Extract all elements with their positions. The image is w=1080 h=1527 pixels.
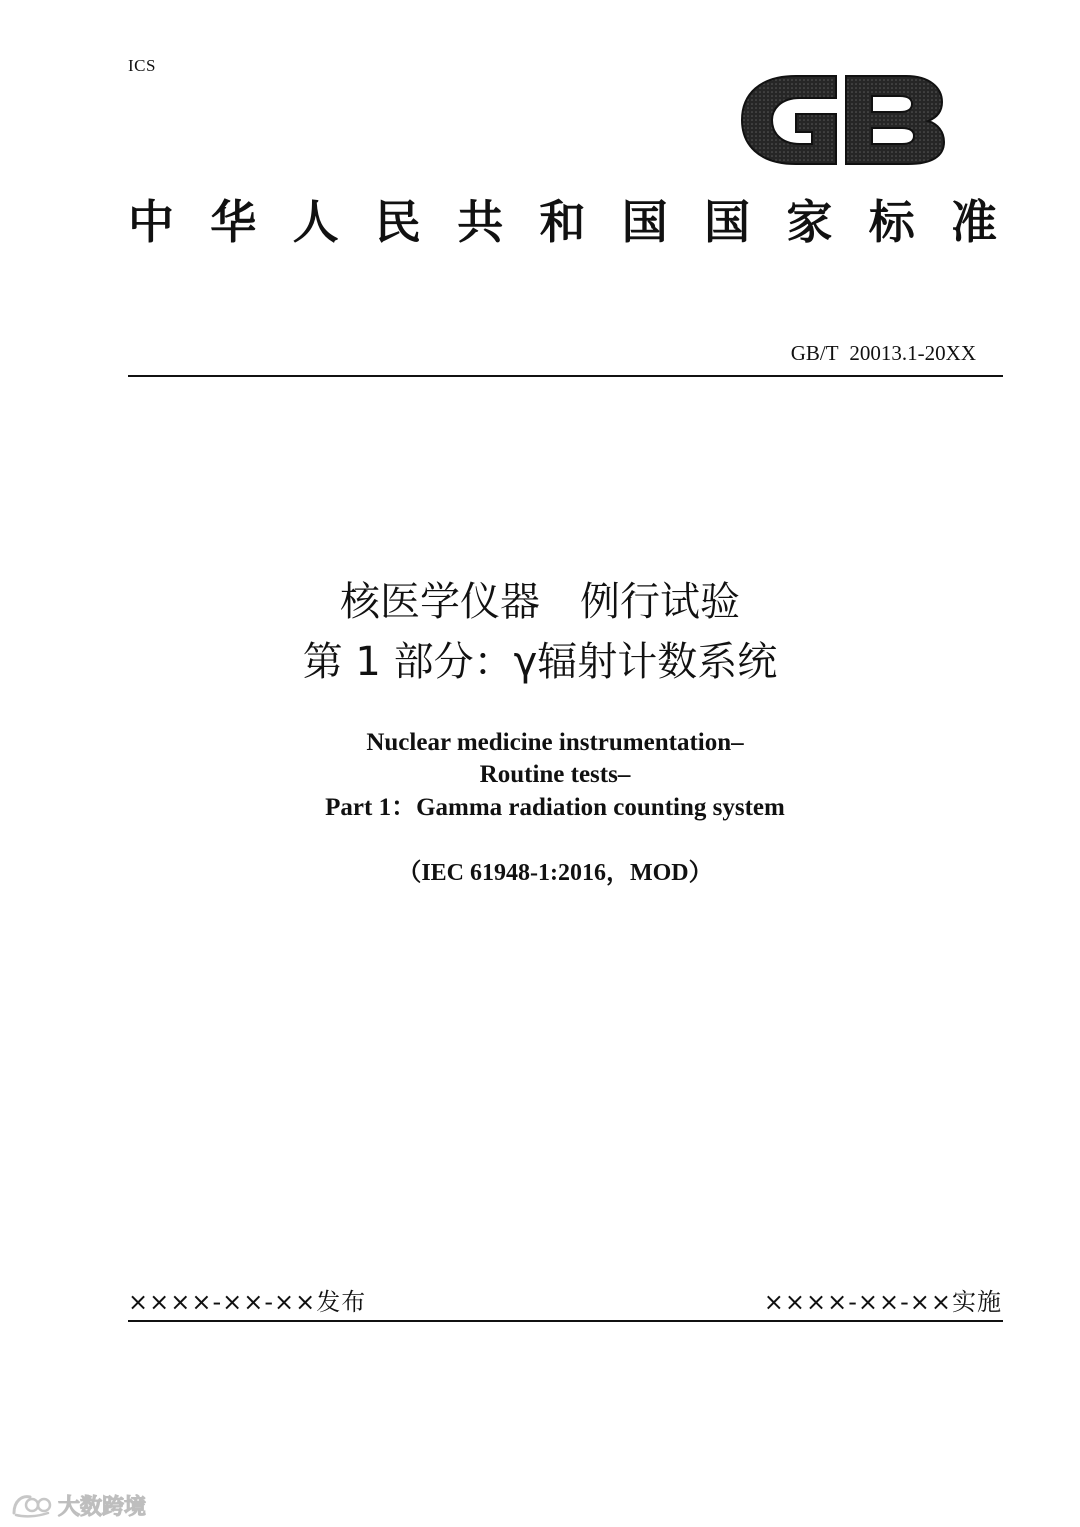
english-title-line-3: Part 1：Gamma radiation counting system bbox=[325, 794, 785, 821]
watermark-text: 大数跨境 bbox=[58, 1494, 147, 1520]
gb-logo bbox=[738, 66, 948, 174]
english-title-line-2: Routine tests– bbox=[479, 761, 631, 788]
header-divider bbox=[128, 375, 1003, 377]
brand-logo-icon bbox=[10, 1491, 52, 1519]
chinese-title-line-1: 核医学仪器 例行试验 bbox=[340, 579, 740, 625]
issue-date: ××××-××-××发布 bbox=[128, 1288, 367, 1316]
watermark bbox=[10, 1489, 146, 1521]
standard-number: GB/T 20013.1-20XX bbox=[790, 341, 976, 365]
national-standard-title: 中华人民共和国国家标准 bbox=[128, 195, 1003, 249]
english-title-line-1: Nuclear medicine instrumentation– bbox=[366, 729, 744, 756]
ics-label: ICS bbox=[128, 56, 156, 75]
iec-reference: （IEC 61948-1:2016，MOD） bbox=[397, 860, 713, 886]
footer-divider bbox=[128, 1320, 1003, 1322]
chinese-title-line-2: 第 1 部分：γ辐射计数系统 bbox=[302, 639, 778, 685]
implementation-date: ××××-××-××实施 bbox=[763, 1288, 1002, 1316]
